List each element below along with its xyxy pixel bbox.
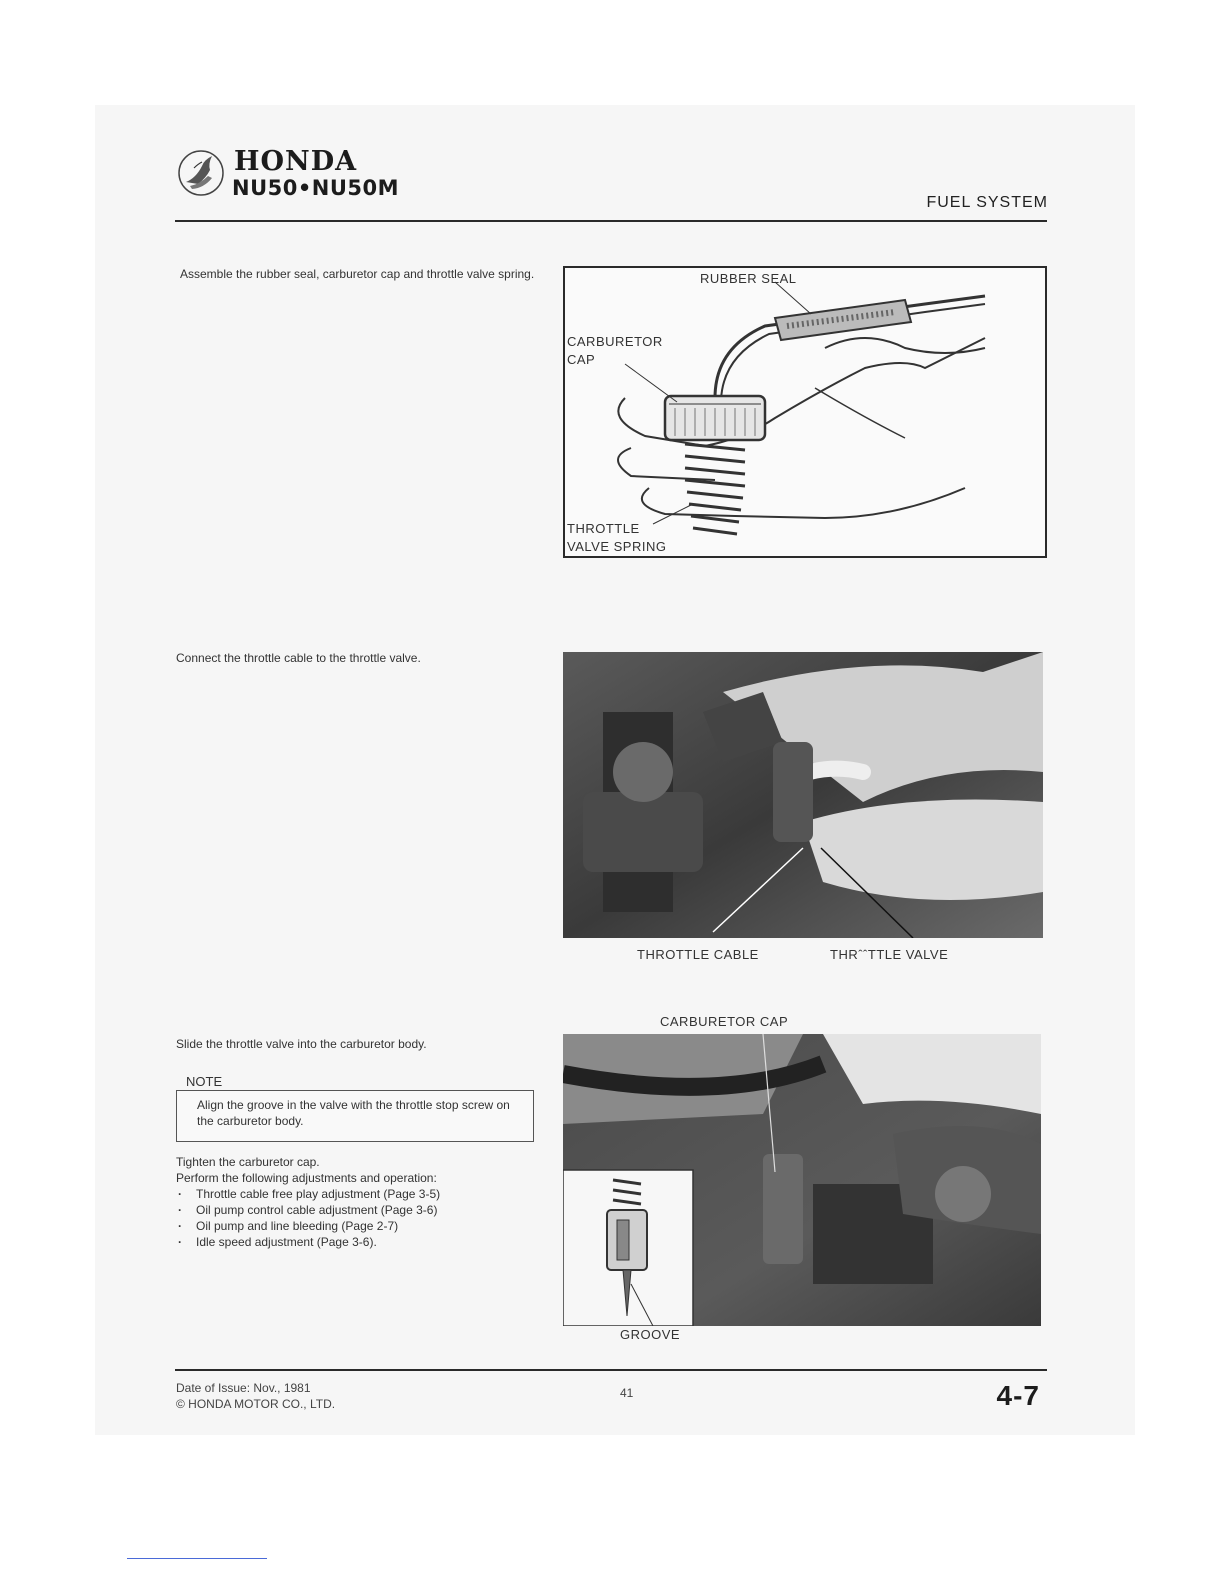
tighten-text: Tighten the carburetor cap. (176, 1155, 320, 1169)
label-throttle-cable: THROTTLE CABLE (637, 947, 759, 962)
note-box (176, 1090, 534, 1142)
label-rubber-seal: RUBBER SEAL (700, 271, 797, 286)
list-item: · Idle speed adjustment (Page 3-6). (176, 1234, 556, 1250)
photo-throttle-valve-insertion (563, 1034, 1041, 1326)
carburetor-body-photo (563, 1034, 1041, 1326)
label-carburetor-cap-line1: CARBURETOR (567, 334, 663, 349)
label-throttle-spring-line1: THROTTLE (567, 521, 640, 536)
link-underline (127, 1558, 267, 1559)
label-groove: GROOVE (620, 1327, 681, 1342)
label-carburetor-cap-photo: CARBURETOR CAP (660, 1014, 789, 1029)
carburetor-cap-illustration (565, 268, 1045, 556)
header-logo (176, 146, 426, 210)
step3-text: Slide the throttle valve into the carburetor body. (176, 1037, 427, 1051)
brand-name: HONDA (234, 146, 358, 177)
issue-date: Date of Issue: Nov., 1981 (176, 1381, 311, 1395)
label-carburetor-cap-line2: CAP (567, 352, 596, 367)
section-title: FUEL SYSTEM (926, 194, 1048, 211)
note-text: Align the groove in the valve with the throttle stop screw on the carburetor body. (197, 1098, 510, 1128)
step1-text: Assemble the rubber seal, carburetor cap and throttle valve spring. (180, 267, 535, 281)
list-item: · Oil pump control cable adjustment (Page 3-6) (176, 1202, 556, 1218)
throttle-cable-photo (563, 652, 1043, 938)
sheet-number: 41 (620, 1386, 634, 1400)
page-number: 4-7 (996, 1380, 1040, 1411)
adjustment-list (176, 1186, 556, 1250)
list-item: · Throttle cable free play adjustment (Page 3-5) (176, 1186, 556, 1202)
final-instructions (176, 1154, 556, 1250)
honda-wing-icon (176, 148, 226, 198)
header-rule (175, 220, 1047, 222)
figure-carburetor-cap-assembly (563, 266, 1047, 558)
step2-text: Connect the throttle cable to the throttle valve. (176, 651, 421, 665)
model-name: NU50•NU50M (232, 176, 400, 200)
copyright: © HONDA MOTOR CO., LTD. (176, 1397, 336, 1411)
label-throttle-spring-line2: VALVE SPRING (567, 539, 667, 554)
perform-text: Perform the following adjustments and operation: (176, 1171, 437, 1185)
photo-throttle-cable-connection (563, 652, 1043, 938)
note-label: NOTE (186, 1074, 223, 1089)
list-item: · Oil pump and line bleeding (Page 2-7) (176, 1218, 556, 1234)
footer-rule (175, 1369, 1047, 1371)
label-throttle-valve: THRˆˆTTLE VALVE (830, 947, 949, 962)
